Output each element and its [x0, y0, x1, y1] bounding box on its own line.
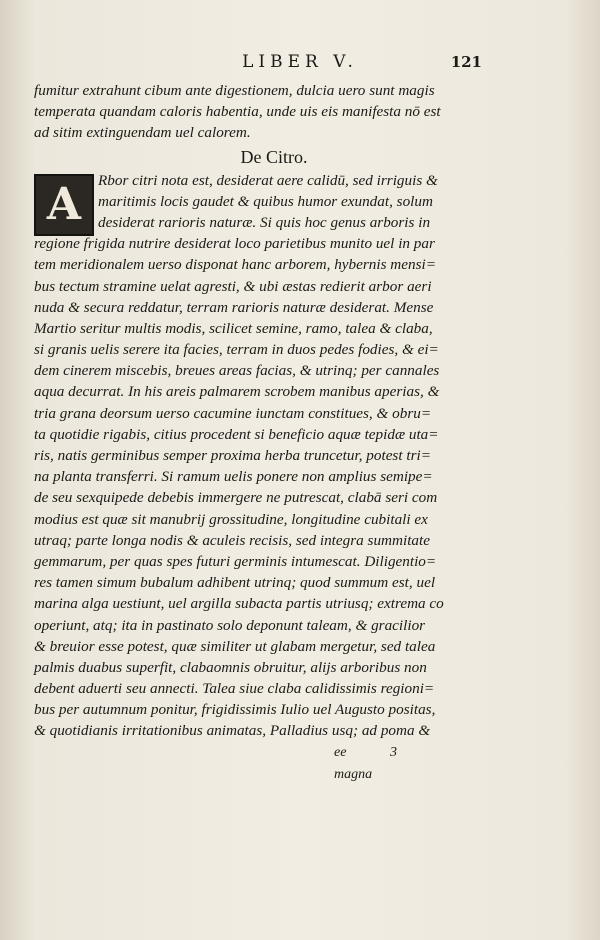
- text-line: bus per autumnum ponitur, frigidissimis Iulio uel Augusto positas,: [34, 701, 436, 719]
- text-line: Martio seritur multis modis, scilicet semine, ramo, talea & claba,: [34, 319, 433, 337]
- text-line: aqua decurrat. In his areis palmarem scrobem manibus aperias, &: [34, 383, 440, 401]
- text-line: Rbor citri nota est, desiderat aere calidū, sed irriguis &: [98, 171, 438, 189]
- text-line: ris, natis germinibus semper proxima herba truncetur, potest tri=: [34, 447, 431, 464]
- text-line: tria grana deorsum uerso cacumine iunctam constitues, & obru=: [34, 404, 432, 422]
- text-line: regione frigida nutrire desiderat loco parietibus munito uel in par: [34, 235, 435, 253]
- text-line: si granis uelis serere ita facies, terram in duos pedes fodies, & ei=: [34, 341, 439, 359]
- text-line: & quotidianis irritationibus animatas, Palladius usq; ad poma &: [34, 722, 431, 740]
- catchword: [34, 742, 474, 782]
- text-line: modius est quæ sit manubrij grossitudine, longitudine cubitali ex: [34, 510, 428, 528]
- text-line: ta quotidie rigabis, citius procedent si beneficio aquæ tepidæ uta=: [34, 425, 439, 443]
- text-block: [34, 80, 474, 782]
- text-line: desiderat rarioris naturæ. Si quis hoc genus arboris in: [98, 213, 431, 231]
- catchword-part: ee: [334, 744, 347, 760]
- page-number: 121: [450, 53, 482, 71]
- section-heading: De Citro.: [240, 146, 308, 167]
- text-line: ad sitim extinguendam uel calorem.: [34, 124, 251, 142]
- text-line: tem meridionalem uerso disponat hanc arborem, hybernis mensi=: [34, 256, 436, 274]
- text-line: bus tectum stramine uelat agresti, & ubi æstas redierit arbor aeri: [34, 277, 432, 295]
- text-line: debent aduerti seu annecti. Talea siue claba calidissimis regioni=: [34, 680, 435, 698]
- text-line: res tamen simum bubalum adhibent utrinq; quod summum est, uel: [34, 574, 436, 592]
- text-line: nuda & secura reddatur, terram rarioris naturæ desiderat. Mense: [34, 298, 434, 316]
- drop-cap-letter: A: [46, 178, 82, 230]
- text-line: gemmarum, per quas spes futuri germinis intumescat. Diligentio=: [34, 552, 437, 570]
- drop-cap-paragraph: [34, 170, 474, 234]
- text-line: & breuior esse potest, quæ similiter ut glabam mergetur, sed talea: [34, 637, 436, 655]
- text-line: fumitur extrahunt cibum ante digestionem, dulcia uero sunt magis: [34, 82, 435, 99]
- text-line: na planta transferri. Si ramum uelis ponere non amplius semipe=: [34, 468, 433, 486]
- text-line: de seu sexquipede debebis immergere ne putrescat, clabā seri com: [34, 489, 438, 507]
- running-title: LIBER V.: [242, 52, 358, 72]
- text-line: marina alga uestiunt, uel argilla subacta partis utriusq; extrema co: [34, 595, 444, 613]
- page-header: [0, 50, 600, 74]
- text-line: palmis duabus superfit, clabaomnis obruitur, alijs arboribus non: [34, 658, 427, 676]
- text-line: maritimis locis gaudet & quibus humor exundat, solum: [98, 192, 433, 210]
- catchword-part: 3: [389, 744, 397, 760]
- drop-cap: [34, 174, 94, 236]
- text-line: operiunt, atq; ita in pastinato solo deponunt taleam, & gracilior: [34, 616, 426, 634]
- text-line: temperata quandam caloris habentia, unde uis eis manifesta nō est: [34, 103, 441, 121]
- text-line: dem cinerem miscebis, breues areas facias, & utrinq; per cannales: [34, 362, 440, 380]
- text-line: utraq; parte longa nodis & aculeis recisis, sed integra summitate: [34, 531, 430, 549]
- catchword-part: magna: [334, 766, 373, 782]
